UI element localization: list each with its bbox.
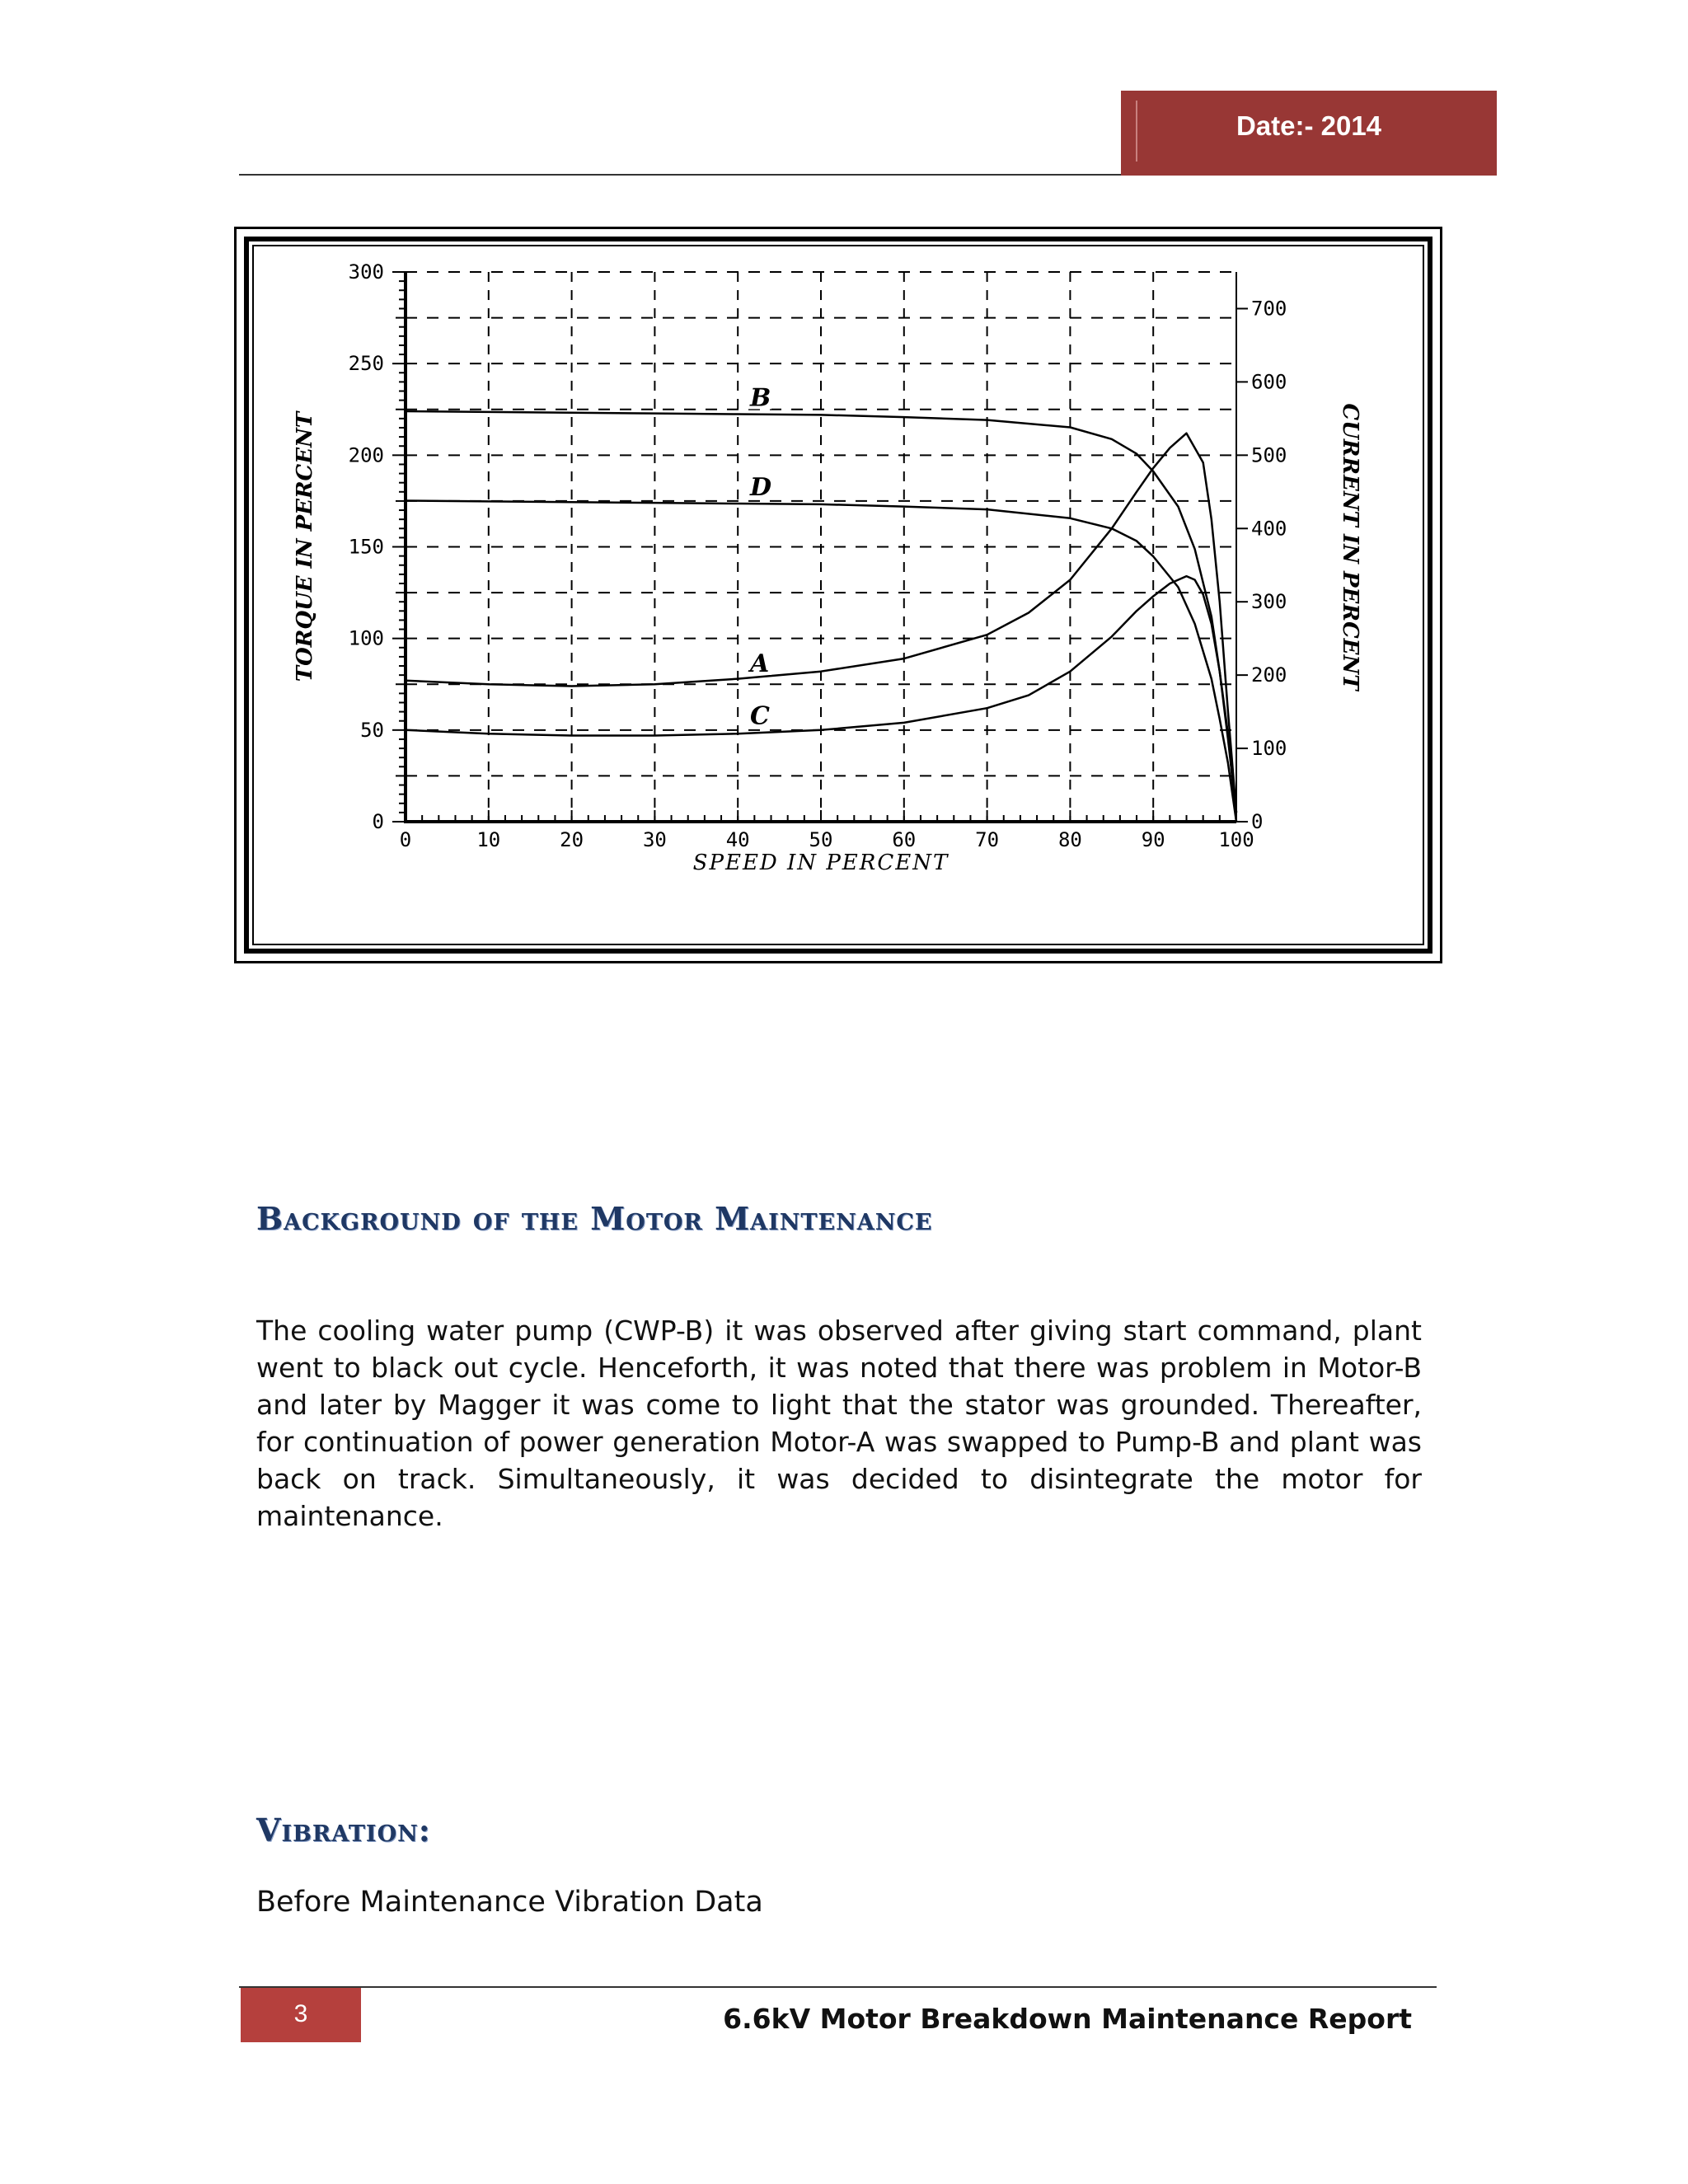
- background-heading: Background of the Motor Maintenance: [256, 1200, 933, 1237]
- series-d-label: D: [750, 472, 772, 502]
- x-tick-label: 50: [809, 828, 833, 851]
- x-tick-label: 60: [892, 828, 917, 851]
- y-right-tick-label: 100: [1251, 737, 1287, 761]
- y-left-tick-label: 50: [360, 718, 384, 742]
- footer-rule: [239, 1986, 1437, 1988]
- y-right-tick-label: 300: [1251, 590, 1287, 614]
- y-right-tick-label: 600: [1251, 370, 1287, 394]
- x-axis-label: SPEED IN PERCENT: [692, 851, 950, 875]
- vibration-caption: Before Maintenance Vibration Data: [256, 1886, 763, 1919]
- x-tick-label: 20: [560, 828, 584, 851]
- y-left-tick-label: 150: [348, 535, 384, 559]
- y-axis-label-right: CURRENT IN PERCENT: [1338, 403, 1362, 691]
- y-right-tick-label: 200: [1251, 663, 1287, 687]
- y-right-tick-label: 0: [1251, 810, 1264, 833]
- x-tick-label: 90: [1141, 828, 1165, 851]
- x-tick-label: 80: [1057, 828, 1082, 851]
- y-axis-label-left: TORQUE IN PERCENT: [293, 411, 317, 682]
- background-paragraph: The cooling water pump (CWP-B) it was observed after giving start command, plant went to black out cycle. Henceforth, it was noted that there was problem in Motor-B and later by Magger it was come to light that the stator was grounded. Thereafter, for continuation of power generation Motor-A was swapped to Pump-B and plant was back on track. Simultaneously, it was decided to disintegrate the motor for maintenance.: [256, 1315, 1422, 1532]
- x-tick-label: 30: [642, 828, 667, 851]
- y-left-tick-label: 300: [348, 260, 384, 284]
- y-right-tick-label: 500: [1251, 443, 1287, 467]
- y-left-tick-label: 100: [348, 626, 384, 650]
- vibration-heading: Vibration:: [256, 1811, 431, 1849]
- date-label: Date:- 2014: [1236, 110, 1382, 141]
- series-b-label: B: [750, 383, 771, 413]
- footer-title: 6.6kV Motor Breakdown Maintenance Report: [723, 2003, 1412, 2035]
- series-a-label: A: [750, 649, 770, 678]
- y-left-tick-label: 200: [348, 443, 384, 467]
- series-c-label: C: [750, 701, 770, 731]
- x-tick-label: 100: [1218, 828, 1254, 851]
- page-number: 3: [241, 1988, 361, 2042]
- x-tick-label: 10: [476, 828, 501, 851]
- x-tick-label: 40: [725, 828, 750, 851]
- y-left-tick-label: 0: [372, 810, 384, 833]
- y-left-tick-label: 250: [348, 352, 384, 376]
- torque-speed-chart: [247, 247, 1434, 940]
- y-right-tick-label: 700: [1251, 297, 1287, 321]
- x-tick-label: 70: [975, 828, 1000, 851]
- date-banner: [1121, 91, 1497, 176]
- x-tick-label: 0: [399, 828, 412, 851]
- y-right-tick-label: 400: [1251, 517, 1287, 541]
